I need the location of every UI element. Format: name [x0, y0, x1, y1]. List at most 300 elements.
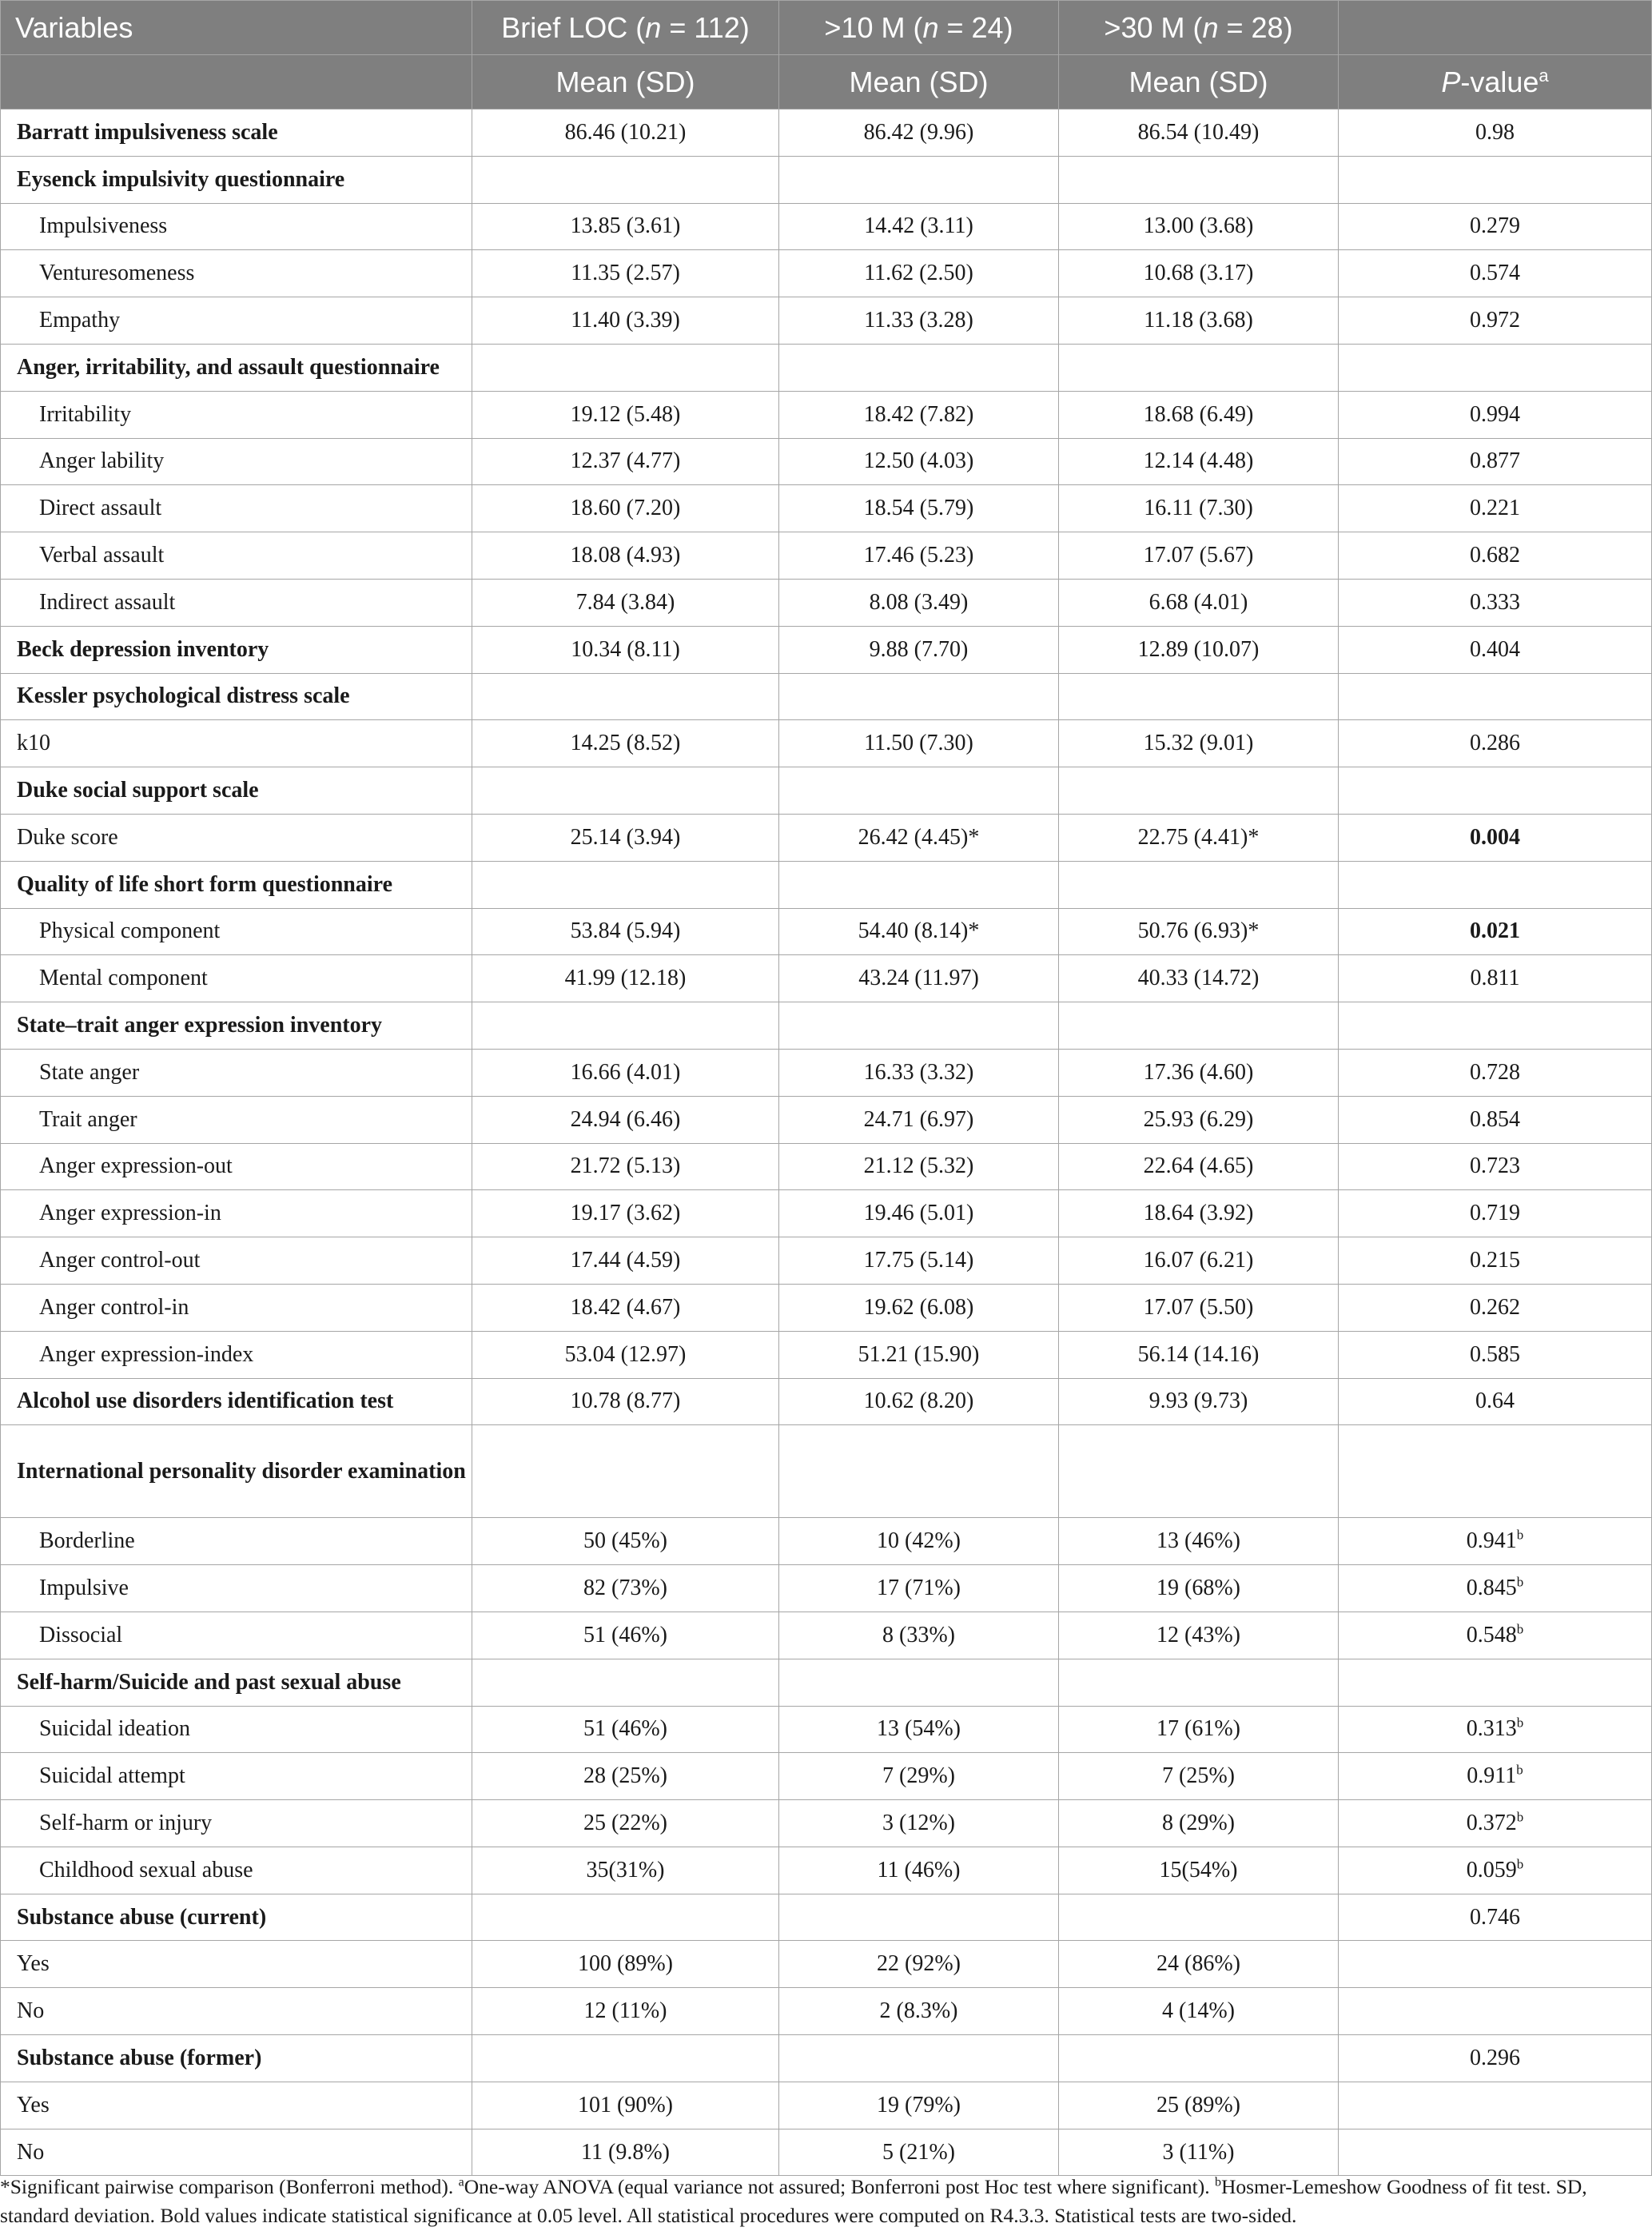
- brief-loc-value: 18.08 (4.93): [472, 532, 779, 580]
- 10m-value: 13 (54%): [779, 1706, 1059, 1753]
- table-row: [1, 2035, 1652, 2082]
- 30m-value: [1059, 767, 1339, 815]
- 10m-value: 16.33 (3.32): [779, 1049, 1059, 1096]
- p-value: [1339, 391, 1652, 438]
- brief-loc-value: 11.35 (2.57): [472, 250, 779, 297]
- brief-loc-value: 101 (90%): [472, 2082, 779, 2129]
- p-value: [1339, 1800, 1652, 1847]
- 30m-value: 18.64 (3.92): [1059, 1190, 1339, 1237]
- section-label: Kessler psychological distress scale: [1, 673, 472, 720]
- table-row: [1, 1612, 1652, 1659]
- p-value: [1339, 1659, 1652, 1706]
- brief-loc-value: 12.37 (4.77): [472, 438, 779, 485]
- brief-loc-value: 82 (73%): [472, 1565, 779, 1612]
- p-value: [1339, 2035, 1652, 2082]
- table-row: [1, 1190, 1652, 1237]
- p-value: [1339, 1425, 1652, 1518]
- brief-loc-value: 51 (46%): [472, 1612, 779, 1659]
- p-value-footnote-marker: b: [1516, 1574, 1524, 1590]
- brief-loc-value: 41.99 (12.18): [472, 955, 779, 1002]
- 30m-value: 12.89 (10.07): [1059, 626, 1339, 673]
- 30m-value: [1059, 1002, 1339, 1050]
- 30m-value: 86.54 (10.49): [1059, 110, 1339, 157]
- 10m-value: 26.42 (4.45)*: [779, 814, 1059, 861]
- variable-label: k10: [1, 720, 472, 767]
- header-row-groups: [1, 1, 1652, 55]
- p-value: [1339, 626, 1652, 673]
- header-variables: Variables: [1, 1, 472, 55]
- 30m-value: 22.64 (4.65): [1059, 1143, 1339, 1190]
- p-value: [1339, 908, 1652, 955]
- 10m-value: 54.40 (8.14)*: [779, 908, 1059, 955]
- variable-label: Anger expression-out: [1, 1143, 472, 1190]
- p-value-text: 0.262: [1470, 1294, 1520, 1320]
- brief-loc-value: 86.46 (10.21): [472, 110, 779, 157]
- p-value-text: 0.682: [1470, 543, 1520, 568]
- table-row: [1, 1284, 1652, 1331]
- 30m-value: 17 (61%): [1059, 1706, 1339, 1753]
- p-value-text: 0.994: [1470, 401, 1520, 427]
- table-row: [1, 626, 1652, 673]
- section-label: Substance abuse (former): [1, 2035, 472, 2082]
- variable-label: Yes: [1, 1941, 472, 1988]
- 30m-value: [1059, 1425, 1339, 1518]
- p-value: [1339, 1565, 1652, 1612]
- variable-label: Verbal assault: [1, 532, 472, 580]
- 10m-value: 8.08 (3.49): [779, 579, 1059, 626]
- brief-loc-value: 12 (11%): [472, 1988, 779, 2035]
- p-value-text: 0.728: [1470, 1059, 1520, 1085]
- table-row: [1, 861, 1652, 908]
- table-row: [1, 1941, 1652, 1988]
- p-value-footnote-marker: b: [1516, 1809, 1524, 1825]
- brief-loc-value: 19.17 (3.62): [472, 1190, 779, 1237]
- p-value-text: 0.877: [1470, 448, 1520, 474]
- p-value: [1339, 1612, 1652, 1659]
- p-value-footnote-marker: b: [1516, 1621, 1524, 1637]
- brief-loc-value: 25.14 (3.94): [472, 814, 779, 861]
- p-value: [1339, 1894, 1652, 1941]
- p-value-text: 0.574: [1470, 261, 1520, 286]
- 10m-value: 7 (29%): [779, 1753, 1059, 1800]
- 30m-value: 25.93 (6.29): [1059, 1096, 1339, 1143]
- p-value: [1339, 1049, 1652, 1096]
- brief-loc-value: 18.42 (4.67): [472, 1284, 779, 1331]
- p-value-text: 0.221: [1470, 496, 1520, 521]
- variable-label: Childhood sexual abuse: [1, 1847, 472, 1894]
- 10m-value: 11.33 (3.28): [779, 297, 1059, 345]
- 10m-value: 9.88 (7.70): [779, 626, 1059, 673]
- table-row: [1, 297, 1652, 345]
- 30m-value: 6.68 (4.01): [1059, 579, 1339, 626]
- p-value: [1339, 1941, 1652, 1988]
- header-group-brief-loc: Brief LOC (n = 112): [472, 1, 779, 55]
- variable-label: Venturesomeness: [1, 250, 472, 297]
- variable-label: Anger control-out: [1, 1237, 472, 1285]
- 10m-value: [779, 861, 1059, 908]
- p-value: [1339, 438, 1652, 485]
- table-row: [1, 2082, 1652, 2129]
- table-row: [1, 579, 1652, 626]
- p-value: [1339, 2082, 1652, 2129]
- brief-loc-value: 10.78 (8.77): [472, 1378, 779, 1425]
- table-row: [1, 1143, 1652, 1190]
- variable-label: Anger lability: [1, 438, 472, 485]
- 10m-value: 21.12 (5.32): [779, 1143, 1059, 1190]
- table-row: [1, 1706, 1652, 1753]
- brief-loc-value: 24.94 (6.46): [472, 1096, 779, 1143]
- 10m-value: 19.46 (5.01): [779, 1190, 1059, 1237]
- p-value-text: 0.404: [1470, 636, 1520, 662]
- table-row: [1, 955, 1652, 1002]
- table-row: [1, 438, 1652, 485]
- 30m-value: 11.18 (3.68): [1059, 297, 1339, 345]
- p-value-text: 0.941: [1466, 1528, 1517, 1554]
- p-value-footnote-marker: b: [1516, 1762, 1523, 1778]
- p-value-text: 0.333: [1470, 589, 1520, 615]
- 30m-value: [1059, 344, 1339, 391]
- header-mean-sd-10m: Mean (SD): [779, 55, 1059, 110]
- header-row-stats: [1, 55, 1652, 110]
- 30m-value: 18.68 (6.49): [1059, 391, 1339, 438]
- table-row: [1, 1988, 1652, 2035]
- header-mean-sd-brief: Mean (SD): [472, 55, 779, 110]
- 30m-value: [1059, 2035, 1339, 2082]
- table-footnote: *Significant pairwise comparison (Bonferroni method). $^a$One-way ANOVA (equal variance not assured; Bonferroni post Hoc test where significant). $^b$Hosmer-Lemeshow Goodness of fit test. SD, standard deviation. Bold values indicate statistical significance at 0.05 level. All statistical procedures were computed on R4.3.3. Statistical tests are two-sided.: [0, 2175, 1587, 2227]
- brief-loc-value: 11 (9.8%): [472, 2129, 779, 2176]
- table-row: [1, 1847, 1652, 1894]
- 10m-value: [779, 673, 1059, 720]
- variable-label: No: [1, 1988, 472, 2035]
- table-body: [1, 110, 1652, 2176]
- 10m-value: 8 (33%): [779, 1612, 1059, 1659]
- variable-label: Irritability: [1, 391, 472, 438]
- 30m-value: 17.07 (5.67): [1059, 532, 1339, 580]
- p-value: [1339, 110, 1652, 157]
- brief-loc-value: 14.25 (8.52): [472, 720, 779, 767]
- 30m-value: [1059, 1659, 1339, 1706]
- 10m-value: [779, 1894, 1059, 1941]
- 10m-value: 51.21 (15.90): [779, 1331, 1059, 1378]
- brief-loc-value: 53.84 (5.94): [472, 908, 779, 955]
- p-value-text: 0.845: [1466, 1576, 1517, 1600]
- variable-label: Indirect assault: [1, 579, 472, 626]
- p-value: [1339, 1706, 1652, 1753]
- table-row: [1, 1753, 1652, 1800]
- p-value: [1339, 297, 1652, 345]
- brief-loc-value: [472, 2035, 779, 2082]
- brief-loc-value: [472, 1425, 779, 1518]
- p-value-text: 0.004: [1470, 824, 1520, 850]
- 30m-value: [1059, 156, 1339, 203]
- variable-label: Direct assault: [1, 485, 472, 532]
- table-row: [1, 203, 1652, 250]
- p-value-text: 0.313: [1466, 1716, 1517, 1742]
- 10m-value: 14.42 (3.11): [779, 203, 1059, 250]
- p-value-text: 0.811: [1470, 966, 1520, 991]
- 10m-value: [779, 1659, 1059, 1706]
- header-mean-sd-30m: Mean (SD): [1059, 55, 1339, 110]
- 30m-value: 15(54%): [1059, 1847, 1339, 1894]
- 10m-value: 2 (8.3%): [779, 1988, 1059, 2035]
- brief-loc-value: 35(31%): [472, 1847, 779, 1894]
- variable-label: Empathy: [1, 297, 472, 345]
- brief-loc-value: 11.40 (3.39): [472, 297, 779, 345]
- p-value-footnote-marker: b: [1516, 1856, 1524, 1872]
- p-value-text: 0.279: [1470, 213, 1520, 239]
- p-value-text: 0.972: [1470, 308, 1520, 333]
- table-row: [1, 485, 1652, 532]
- section-label: Eysenck impulsivity questionnaire: [1, 156, 472, 203]
- section-label: International personality disorder examination: [1, 1425, 472, 1518]
- p-value-text: 0.021: [1470, 918, 1520, 944]
- variable-label: Mental component: [1, 955, 472, 1002]
- 10m-value: [779, 1002, 1059, 1050]
- table-row: [1, 250, 1652, 297]
- header-empty-label: [1, 55, 472, 110]
- brief-loc-value: 7.84 (3.84): [472, 579, 779, 626]
- p-value-footnote-marker: b: [1516, 1715, 1524, 1731]
- 10m-value: [779, 344, 1059, 391]
- table-row: [1, 391, 1652, 438]
- table-row: [1, 1800, 1652, 1847]
- p-value: [1339, 2129, 1652, 2176]
- table-row: [1, 344, 1652, 391]
- table-row: [1, 1378, 1652, 1425]
- table-row: [1, 1237, 1652, 1285]
- 30m-value: [1059, 1894, 1339, 1941]
- 10m-value: 19 (79%): [779, 2082, 1059, 2129]
- brief-loc-value: 17.44 (4.59): [472, 1237, 779, 1285]
- 10m-value: [779, 2035, 1059, 2082]
- table-row: [1, 1096, 1652, 1143]
- variable-label: State anger: [1, 1049, 472, 1096]
- p-value: [1339, 156, 1652, 203]
- variable-label: Anger expression-in: [1, 1190, 472, 1237]
- p-value: [1339, 1331, 1652, 1378]
- 10m-value: 10.62 (8.20): [779, 1378, 1059, 1425]
- 10m-value: 17 (71%): [779, 1565, 1059, 1612]
- 30m-value: 9.93 (9.73): [1059, 1378, 1339, 1425]
- table-row: [1, 1565, 1652, 1612]
- 30m-value: [1059, 861, 1339, 908]
- 10m-value: 11.62 (2.50): [779, 250, 1059, 297]
- 30m-value: 50.76 (6.93)*: [1059, 908, 1339, 955]
- p-value: [1339, 720, 1652, 767]
- variable-label: Anger control-in: [1, 1284, 472, 1331]
- variable-label: Impulsive: [1, 1565, 472, 1612]
- brief-loc-value: 25 (22%): [472, 1800, 779, 1847]
- 10m-value: 86.42 (9.96): [779, 110, 1059, 157]
- brief-loc-value: 18.60 (7.20): [472, 485, 779, 532]
- brief-loc-value: 51 (46%): [472, 1706, 779, 1753]
- 10m-value: 18.42 (7.82): [779, 391, 1059, 438]
- 30m-value: 19 (68%): [1059, 1565, 1339, 1612]
- brief-loc-value: [472, 1002, 779, 1050]
- p-value: [1339, 1190, 1652, 1237]
- variable-label: Dissocial: [1, 1612, 472, 1659]
- table-row: [1, 1894, 1652, 1941]
- 30m-value: 17.36 (4.60): [1059, 1049, 1339, 1096]
- table-row: [1, 532, 1652, 580]
- 10m-value: [779, 156, 1059, 203]
- p-value: [1339, 532, 1652, 580]
- section-label: Anger, irritability, and assault questionnaire: [1, 344, 472, 391]
- table-row: [1, 720, 1652, 767]
- brief-loc-value: 19.12 (5.48): [472, 391, 779, 438]
- p-value-text: 0.64: [1475, 1388, 1515, 1414]
- 10m-value: 19.62 (6.08): [779, 1284, 1059, 1331]
- section-label: Quality of life short form questionnaire: [1, 861, 472, 908]
- p-value-footnote-marker: b: [1516, 1527, 1524, 1543]
- 10m-value: 10 (42%): [779, 1518, 1059, 1565]
- p-value-text: 0.911: [1467, 1763, 1517, 1789]
- 30m-value: 24 (86%): [1059, 1941, 1339, 1988]
- 30m-value: 4 (14%): [1059, 1988, 1339, 2035]
- variable-label: Impulsiveness: [1, 203, 472, 250]
- p-value-text: 0.215: [1470, 1248, 1520, 1273]
- brief-loc-value: 28 (25%): [472, 1753, 779, 1800]
- p-value: [1339, 1237, 1652, 1285]
- 30m-value: 12 (43%): [1059, 1612, 1339, 1659]
- variable-label: Suicidal ideation: [1, 1706, 472, 1753]
- table-row: [1, 908, 1652, 955]
- 30m-value: 13.00 (3.68): [1059, 203, 1339, 250]
- p-value: [1339, 1518, 1652, 1565]
- p-value-text: 0.548: [1466, 1622, 1517, 1647]
- p-value-text: 0.286: [1470, 731, 1520, 756]
- brief-loc-value: 100 (89%): [472, 1941, 779, 1988]
- 30m-value: 17.07 (5.50): [1059, 1284, 1339, 1331]
- variable-label: Borderline: [1, 1518, 472, 1565]
- 10m-value: 3 (12%): [779, 1800, 1059, 1847]
- 30m-value: 16.07 (6.21): [1059, 1237, 1339, 1285]
- 30m-value: 12.14 (4.48): [1059, 438, 1339, 485]
- table-row: [1, 673, 1652, 720]
- variable-label: Anger expression-index: [1, 1331, 472, 1378]
- p-value: [1339, 814, 1652, 861]
- section-label: State–trait anger expression inventory: [1, 1002, 472, 1050]
- brief-loc-value: 16.66 (4.01): [472, 1049, 779, 1096]
- brief-loc-value: 21.72 (5.13): [472, 1143, 779, 1190]
- table-row: [1, 1659, 1652, 1706]
- 10m-value: 24.71 (6.97): [779, 1096, 1059, 1143]
- brief-loc-value: [472, 861, 779, 908]
- 30m-value: 10.68 (3.17): [1059, 250, 1339, 297]
- 30m-value: 56.14 (14.16): [1059, 1331, 1339, 1378]
- p-value-text: 0.854: [1470, 1106, 1520, 1132]
- brief-loc-value: 50 (45%): [472, 1518, 779, 1565]
- 10m-value: 17.75 (5.14): [779, 1237, 1059, 1285]
- p-value-text: 0.296: [1470, 2045, 1520, 2070]
- 30m-value: 3 (11%): [1059, 2129, 1339, 2176]
- header-pvalue: P-value$^a$: [1339, 55, 1652, 110]
- variable-label: Yes: [1, 2082, 472, 2129]
- p-value-text: 0.98: [1475, 119, 1515, 145]
- table-row: [1, 1002, 1652, 1050]
- p-value: [1339, 1847, 1652, 1894]
- variable-label: Physical component: [1, 908, 472, 955]
- 10m-value: 18.54 (5.79): [779, 485, 1059, 532]
- table-row: [1, 814, 1652, 861]
- brief-loc-value: 53.04 (12.97): [472, 1331, 779, 1378]
- 10m-value: 22 (92%): [779, 1941, 1059, 1988]
- p-value: [1339, 1284, 1652, 1331]
- table-row: [1, 1049, 1652, 1096]
- brief-loc-value: [472, 156, 779, 203]
- p-value: [1339, 485, 1652, 532]
- table-row: [1, 767, 1652, 815]
- 10m-value: 11.50 (7.30): [779, 720, 1059, 767]
- variable-label: Suicidal attempt: [1, 1753, 472, 1800]
- 30m-value: 25 (89%): [1059, 2082, 1339, 2129]
- p-value-text: 0.746: [1470, 1904, 1520, 1930]
- 30m-value: 16.11 (7.30): [1059, 485, 1339, 532]
- variable-label: Self-harm or injury: [1, 1800, 472, 1847]
- p-value-text: 0.059: [1466, 1857, 1517, 1882]
- section-label: Barratt impulsiveness scale: [1, 110, 472, 157]
- 10m-value: 43.24 (11.97): [779, 955, 1059, 1002]
- p-value: [1339, 1002, 1652, 1050]
- table-row: [1, 156, 1652, 203]
- 10m-value: [779, 767, 1059, 815]
- p-value: [1339, 250, 1652, 297]
- p-value: [1339, 673, 1652, 720]
- p-value: [1339, 203, 1652, 250]
- p-value: [1339, 344, 1652, 391]
- 10m-value: 12.50 (4.03): [779, 438, 1059, 485]
- 30m-value: 40.33 (14.72): [1059, 955, 1339, 1002]
- header-group-10m: >10 M (n = 24): [779, 1, 1059, 55]
- p-value-text: 0.585: [1470, 1341, 1520, 1367]
- section-label: Substance abuse (current): [1, 1894, 472, 1941]
- p-value: [1339, 767, 1652, 815]
- 30m-value: 7 (25%): [1059, 1753, 1339, 1800]
- p-value-text: 0.719: [1470, 1201, 1520, 1226]
- p-value: [1339, 861, 1652, 908]
- p-value: [1339, 579, 1652, 626]
- p-value: [1339, 1096, 1652, 1143]
- brief-loc-value: 10.34 (8.11): [472, 626, 779, 673]
- brief-loc-value: [472, 767, 779, 815]
- p-value-text: 0.723: [1470, 1153, 1520, 1179]
- 30m-value: 8 (29%): [1059, 1800, 1339, 1847]
- 30m-value: 22.75 (4.41)*: [1059, 814, 1339, 861]
- 30m-value: 13 (46%): [1059, 1518, 1339, 1565]
- variable-label: Trait anger: [1, 1096, 472, 1143]
- section-label: Alcohol use disorders identification test: [1, 1378, 472, 1425]
- table-row: [1, 2129, 1652, 2176]
- table-row: [1, 110, 1652, 157]
- p-value-text: 0.372: [1466, 1810, 1517, 1835]
- variable-label: No: [1, 2129, 472, 2176]
- brief-loc-value: [472, 1894, 779, 1941]
- 10m-value: 11 (46%): [779, 1847, 1059, 1894]
- section-label: Duke social support scale: [1, 767, 472, 815]
- header-empty: [1339, 1, 1652, 55]
- p-value: [1339, 1143, 1652, 1190]
- 30m-value: [1059, 673, 1339, 720]
- brief-loc-value: [472, 1659, 779, 1706]
- brief-loc-value: [472, 673, 779, 720]
- brief-loc-value: [472, 344, 779, 391]
- header-group-30m: >30 M (n = 28): [1059, 1, 1339, 55]
- 10m-value: [779, 1425, 1059, 1518]
- p-value: [1339, 1753, 1652, 1800]
- table-row: [1, 1518, 1652, 1565]
- 30m-value: 15.32 (9.01): [1059, 720, 1339, 767]
- 10m-value: 5 (21%): [779, 2129, 1059, 2176]
